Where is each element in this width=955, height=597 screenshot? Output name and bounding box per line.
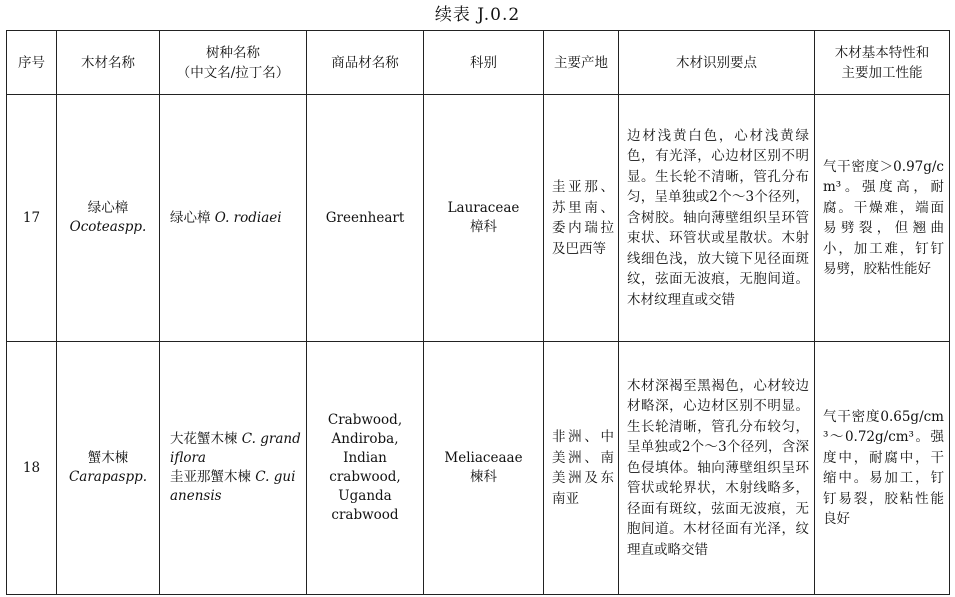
trade-name-cell: Greenheart <box>307 95 424 342</box>
header-index: 序号 <box>7 31 57 95</box>
header-wood-name: 木材名称 <box>57 31 160 95</box>
wood-name-cell <box>57 342 160 595</box>
trade-name-line: Indian <box>343 450 387 466</box>
table-row <box>7 342 950 595</box>
wood-name-cell <box>57 95 160 342</box>
table-row <box>7 95 950 342</box>
properties-cell: 气干密度＞0.97g/cm³。强度高，耐腐。干燥难，端面易劈裂，但翘曲小，加工难，钉钉易劈，胶粘性能好 <box>815 95 950 342</box>
species-latin: C. guianensis <box>170 469 296 504</box>
features-cell: 木材深褐至黑褐色，心材较边材略深，心边材区别不明显。生长轮清晰，管孔分布较匀，呈单独或2个～3个径列，含深色侵填体。轴向薄壁组织呈环管状或轮界状，木射线略多，径面有斑纹，弦面无波痕，无胞间道。木材径面有光泽，纹理直或略交错 <box>619 342 815 595</box>
header-trade-name: 商品材名称 <box>307 31 424 95</box>
header-features: 木材识别要点 <box>619 31 815 95</box>
species-latin: O. rodiaei <box>214 209 282 226</box>
header-properties-line2: 主要加工性能 <box>841 64 923 81</box>
family-cell <box>424 342 544 595</box>
header-row <box>7 31 950 95</box>
trade-name-line: Andiroba, <box>331 431 399 447</box>
trade-name-cell <box>307 342 424 595</box>
family-cn: 楝科 <box>470 469 497 485</box>
header-family: 科别 <box>424 31 544 95</box>
header-properties <box>815 31 950 95</box>
species-cell <box>160 342 307 595</box>
row-index: 17 <box>7 95 57 342</box>
family-latin: Lauraceae <box>447 200 520 216</box>
family-cell <box>424 95 544 342</box>
header-origin: 主要产地 <box>544 31 619 95</box>
header-species-line1: 树种名称 <box>206 44 260 61</box>
properties-cell: 气干密度0.65g/cm³～0.72g/cm³。强度中，耐腐中，干缩中。易加工，钉钉易裂，胶粘性能良好 <box>815 342 950 595</box>
trade-name-line: crabwood <box>331 507 399 523</box>
wood-species-table <box>6 30 950 595</box>
origin-cell: 非洲、中美洲、南美洲及东南亚 <box>544 342 619 595</box>
species-entry <box>170 468 302 506</box>
species-latin: C. grandiflora <box>170 431 301 466</box>
features-cell: 边材浅黄白色，心材浅黄绿色，有光泽，心边材区别不明显。生长轮不清晰，管孔分布匀，呈单独或2个～3个径列，含树胶。轴向薄壁组织呈环管束状、环管状或星散状。木射线细色浅，放大镜下见径面斑纹，弦面无波痕，无胞间道。木材纹理直或交错 <box>619 95 815 342</box>
wood-name-cn: 蟹木楝 <box>87 450 129 466</box>
wood-name-latin: Carapaspp. <box>68 469 148 485</box>
origin-cell: 圭亚那、苏里南、委内瑞拉及巴西等 <box>544 95 619 342</box>
trade-name-line: crabwood, <box>329 469 401 485</box>
species-cn: 绿心樟 <box>170 209 211 226</box>
species-cell <box>160 95 307 342</box>
species-entry <box>170 430 302 468</box>
table-title: 续表 J.0.2 <box>434 5 521 25</box>
family-cn: 樟科 <box>470 219 497 235</box>
header-properties-line1: 木材基本特性和 <box>834 44 930 61</box>
species-cn: 圭亚那蟹木楝 <box>170 469 251 485</box>
wood-name-cn: 绿心樟 <box>87 200 129 216</box>
wood-name-latin: Ocoteaspp. <box>69 219 147 235</box>
header-species <box>160 31 307 95</box>
header-species-line2: （中文名/拉丁名） <box>176 64 290 81</box>
row-index: 18 <box>7 342 57 595</box>
species-cn: 大花蟹木楝 <box>170 431 238 447</box>
trade-name-line: Uganda <box>338 488 392 504</box>
trade-name-line: Crabwood, <box>327 412 403 428</box>
family-latin: Meliaceaae <box>444 450 523 466</box>
